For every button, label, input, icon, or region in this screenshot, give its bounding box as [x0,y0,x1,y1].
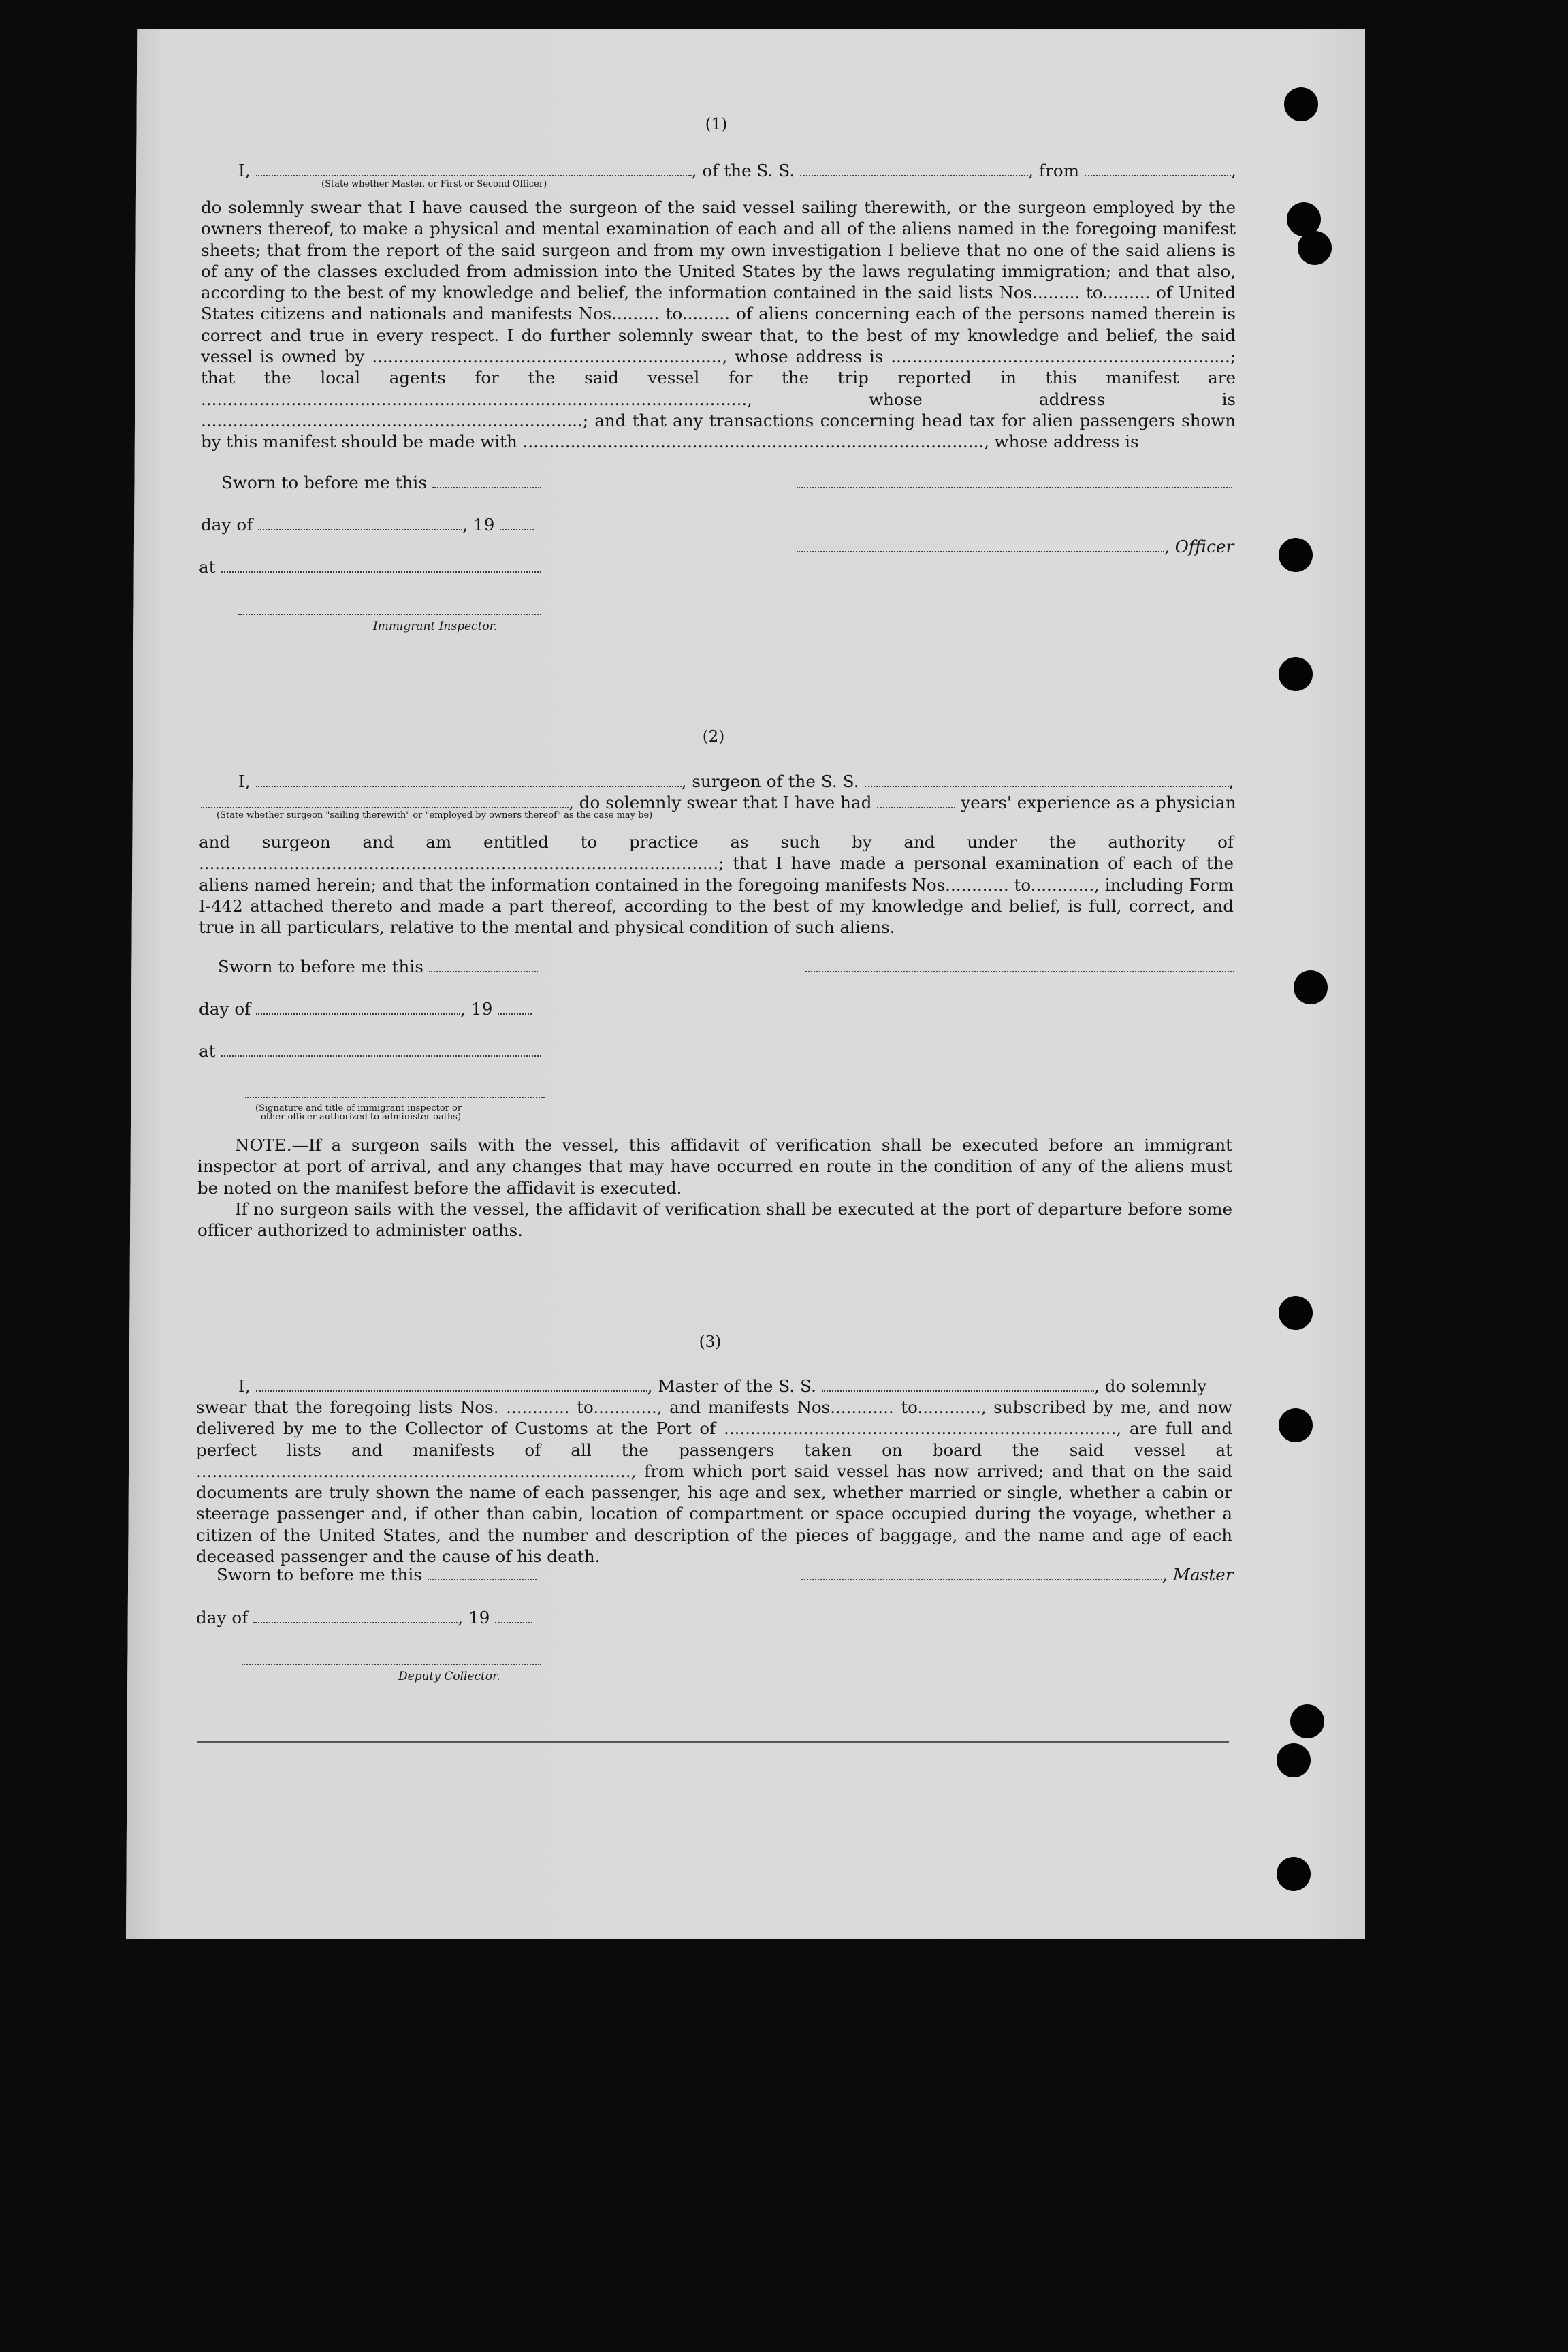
section-1-oath-text: do solemnly swear that I have caused the surgeon of the said vessel sailing therewith, or the surgeon employed by the owners thereof, to make a physical and mental examination of each and all of the aliens named in the foregoing manifest sheets; that from the report of the said surgeon and from my own investigation I believe that no one of the said aliens is of any of the classes excluded from admission into the United States by the laws regulating immigration; and that also, according to the best of my knowledge and belief, the information contained in the said lists Nos......... to......... of United States citizens and nationals and manifests Nos......... to......... of aliens concerning each of the persons named therein is correct and true in every respect. I do further solemnly swear that, to the best of my knowledge and belief, the said vessel is owned by .................................................................., whose address is ................................................................; that the local agents for the said vessel for the trip reported in this manifest are ......................................................................................................., whose address is ........................................................................; and that any transactions concerning head tax for alien passengers shown by this manifest should be made with ......................................................................................., whose address is [201,197,1236,452]
binder-hole [1290,1704,1324,1738]
binder-hole [1279,1296,1313,1330]
section-1-sworn-line [221,473,541,492]
label-from: , from [1028,161,1080,180]
signature-hint-1: (Signature and title of immigrant inspector or [255,1103,462,1113]
years-experience-field[interactable] [877,795,955,808]
section-3-number: (3) [699,1333,722,1351]
master-signature-field[interactable] [801,1567,1162,1580]
note-text-1: —If a surgeon sails with the vessel, this affidavit of verification shall be executed before an immigrant inspector at port of arrival, and any changes that may have occurred en route in the condition of any of the aliens must be noted on the manifest before the affidavit is executed. [197,1135,1232,1198]
section-2-surgeon-sig-line [805,957,1234,976]
label-do-solemnly: , do solemnly [1093,1376,1207,1396]
day-of-field[interactable] [253,1610,458,1623]
from-port-field[interactable] [1085,163,1231,176]
section-2-note [197,1134,1232,1198]
section-3-day-line [196,1608,532,1627]
deputy-signature-field[interactable] [242,1651,541,1665]
note-label: NOTE. [235,1135,292,1155]
section-1-header-line: I, , of the S. S. , from , [238,161,1236,180]
label-year: , 19 [462,515,495,535]
section-3-sworn-line [217,1565,537,1585]
day-of-field[interactable] [258,517,462,530]
section-2-header-line: I, , surgeon of the S. S. , [238,772,1234,791]
label-year: , 19 [460,999,493,1019]
sworn-date-field[interactable] [432,475,541,488]
binder-hole [1279,538,1313,572]
section-3-deputy-sig [242,1649,541,1669]
surgeon-status-hint: (State whether surgeon "sailing therewith" or "employed by owners thereof" as the case may be) [217,810,653,821]
section-2-second-line [201,793,1236,812]
binder-hole [1298,231,1332,265]
binder-hole [1277,1743,1311,1777]
bottom-rule [197,1741,1229,1743]
year-field[interactable] [495,1610,532,1623]
binder-hole [1284,87,1318,121]
sworn-date-field[interactable] [428,1567,537,1580]
label-master: , Master [1162,1565,1234,1585]
label-at: at [199,557,216,577]
signature-hint-2: other officer authorized to administer oaths) [261,1112,462,1122]
label-i: I, [238,772,251,791]
at-place-field[interactable] [221,1043,541,1057]
label-sworn: Sworn to before me this [221,473,428,492]
label-day-of: day of [199,999,251,1019]
label-years-experience: years' experience as a physician [961,793,1236,812]
section-1-day-line [201,515,534,535]
inspector-signature-field[interactable] [238,601,541,615]
section-2-sworn-line [218,957,538,976]
officer-rank-hint: (State whether Master, or First or Second Officer) [321,179,547,189]
officer-title-field[interactable] [797,539,1164,552]
label-sworn: Sworn to before me this [218,957,424,976]
section-1-number: (1) [705,116,728,133]
section-1-at-line [199,557,541,577]
inspector-caption: Immigrant Inspector. [373,620,498,633]
section-2-note-2: If no surgeon sails with the vessel, the affidavit of verification shall be executed at the port of departure before some officer authorized to administer oaths. [197,1199,1232,1241]
sworn-date-field[interactable] [429,959,538,972]
surgeon-status-field[interactable] [201,795,569,808]
surgeon-signature-field[interactable] [805,959,1234,972]
binder-hole [1279,1408,1313,1442]
vessel-name-field[interactable] [800,163,1028,176]
label-i: I, [238,1376,251,1396]
label-surgeon-of-ss: , surgeon of the S. S. [681,772,859,791]
label-year: , 19 [458,1608,490,1627]
deputy-caption: Deputy Collector. [398,1670,500,1683]
label-i: I, [238,161,251,180]
section-1-officer-sig-line [797,473,1232,492]
section-1-officer-line [797,537,1234,556]
section-2-oath-text: and surgeon and am entitled to practice as such by and under the authority of ..................................................................................................; that I have made a personal examination of each of the aliens named herein; and that the information contained in the foregoing manifests Nos............ to............, including Form I-442 attached thereto and made a part thereof, according to the best of my knowledge and belief, is full, correct, and true in all particulars, relative to the mental and physical condition of such aliens. [199,832,1234,938]
label-day-of: day of [201,515,253,535]
label-sworn: Sworn to before me this [217,1565,423,1585]
section-2-day-line [199,999,532,1019]
section-2-number: (2) [702,728,725,746]
label-master-of-ss: , Master of the S. S. [647,1376,817,1396]
label-day-of: day of [196,1608,249,1627]
section-3-header-line [238,1376,1206,1396]
year-field[interactable] [498,1001,532,1015]
binder-hole [1294,970,1328,1004]
binder-hole [1277,1857,1311,1891]
label-officer: , Officer [1164,537,1234,556]
surgeon-name-field[interactable] [256,774,682,787]
at-place-field[interactable] [221,559,541,573]
officer-signature-field[interactable] [797,475,1232,488]
binder-hole [1279,657,1313,691]
master-name-field[interactable] [256,1378,647,1392]
label-do-solemnly: , do solemnly swear that I have had [569,793,872,812]
section-2-inspector-sig [245,1083,545,1102]
officer-name-field[interactable] [256,163,692,176]
label-at: at [199,1041,216,1061]
label-of-ss: , of the S. S. [691,161,795,180]
section-1-inspector-sig [238,599,541,619]
section-2-at-line [199,1041,541,1061]
section-3-master-line [801,1565,1234,1585]
section-3-oath-text: swear that the foregoing lists Nos. ............ to............, and manifests Nos............ to............, subscribed by me, and now delivered by me to the Collector of Customs at the Port of .........................................................................., are full and perfect lists and manifests of all the passengers taken on board the said vessel at .................................................................................., from which port said vessel has now arrived; and that on the said documents are truly shown the name of each passenger, his age and sex, whether married or single, whether a cabin or steerage passenger and, if other than cabin, location of compartment or space occupied during the voyage, whether a citizen of the United States, and the number and description of the pieces of baggage, and the name and age of each deceased passenger and the cause of his death. [196,1397,1232,1567]
inspector-signature-field[interactable] [245,1085,545,1098]
vessel-name-field[interactable] [822,1378,1094,1392]
vessel-name-field[interactable] [865,774,1229,787]
day-of-field[interactable] [256,1001,460,1015]
year-field[interactable] [500,517,534,530]
